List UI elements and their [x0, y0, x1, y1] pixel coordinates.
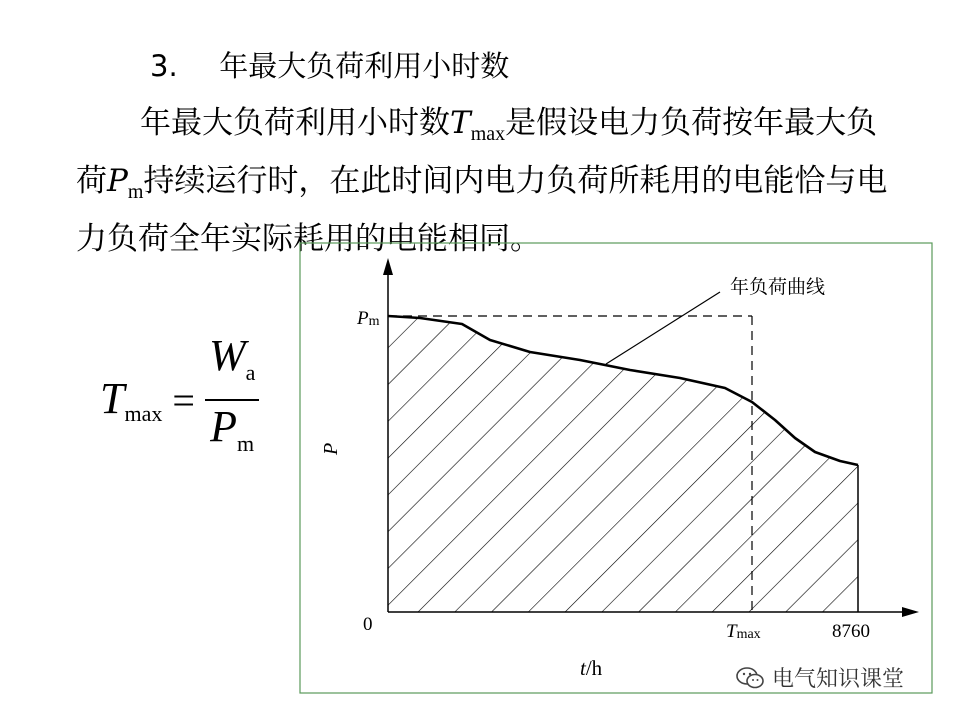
formula-lhs-var: T	[100, 374, 125, 423]
pm-label-var: P	[357, 308, 369, 329]
x-label-var: t	[580, 656, 586, 680]
curve-label-leader	[606, 292, 720, 364]
tmax-label-var: T	[726, 621, 737, 642]
var-t: T	[450, 105, 471, 141]
section-number: 3.	[150, 49, 178, 83]
text-segment: 年最大负荷利用小时数	[140, 105, 450, 141]
tmax-axis-label	[726, 621, 761, 642]
tmax-label-sub: max	[736, 627, 761, 642]
formula-equals: =	[172, 377, 195, 423]
sub-max: max	[470, 123, 506, 145]
watermark	[736, 662, 904, 693]
y-axis-label: P	[320, 442, 342, 455]
text-segment: 持续运行时，在此时间内电力负荷所耗用的电能恰与电	[143, 163, 888, 199]
text-segment: 荷	[76, 163, 107, 199]
paragraph-line-3: 力负荷全年实际耗用的电能相同。	[76, 221, 541, 257]
watermark-text: 电气知识课堂	[772, 667, 905, 692]
denominator-var: P	[210, 402, 238, 451]
x-axis-arrow	[902, 607, 919, 617]
y-axis-arrow	[383, 258, 393, 275]
end-axis-label: 8760	[832, 621, 870, 642]
numerator-var: W	[208, 331, 246, 380]
formula-lhs-sub: max	[124, 401, 163, 426]
x-axis-label	[580, 656, 603, 680]
wechat-icon	[736, 667, 764, 689]
sub-m: m	[127, 181, 144, 203]
origin-label: 0	[363, 614, 373, 635]
denominator-sub: m	[237, 431, 255, 456]
text-segment: 是假设电力负荷按年最大负	[505, 105, 878, 141]
section-title: 年最大负荷利用小时数	[219, 49, 510, 83]
pm-label-sub: m	[368, 314, 380, 329]
pm-label	[356, 308, 380, 329]
load-area-hatch	[388, 316, 858, 612]
curve-label: 年负荷曲线	[730, 277, 826, 298]
numerator-sub: a	[245, 360, 256, 385]
x-label-unit: /h	[585, 656, 603, 680]
var-p: P	[107, 163, 128, 199]
